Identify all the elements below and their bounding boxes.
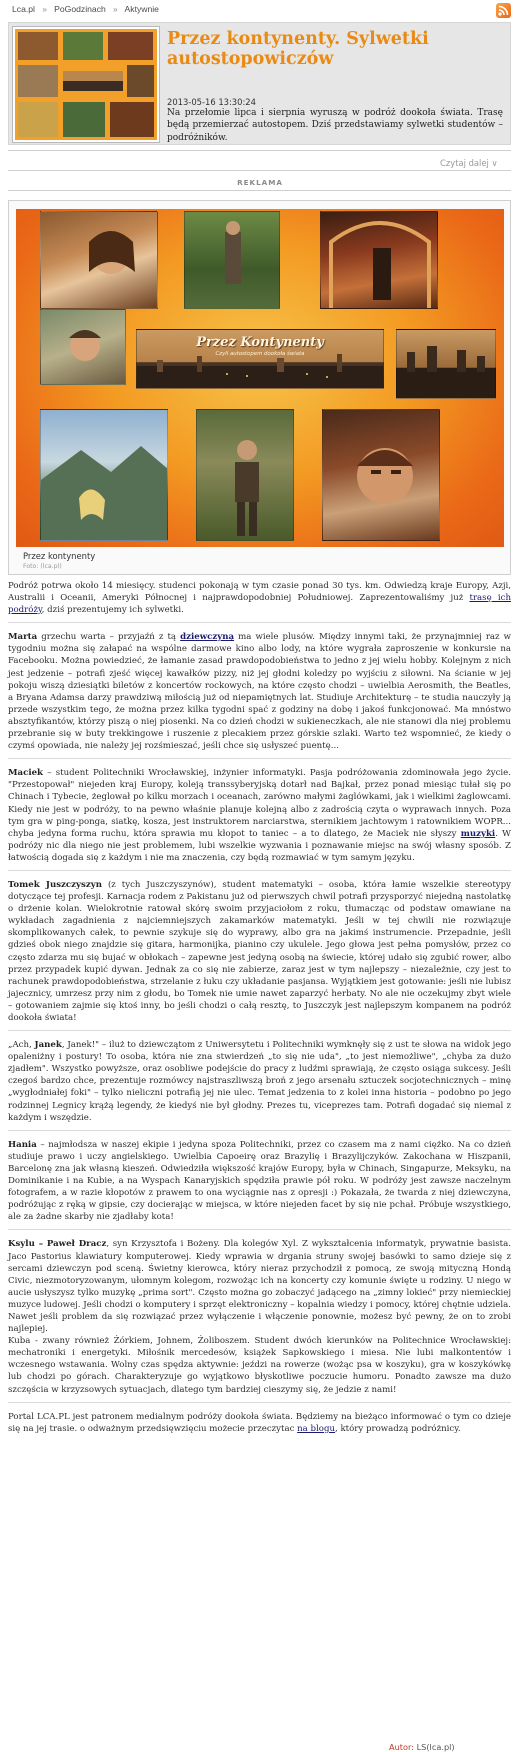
- breadcrumb-aktywnie-link[interactable]: Aktywnie: [124, 4, 159, 14]
- paragraph-marta: [8, 631, 511, 752]
- route-link[interactable]: trasę ich podróży: [8, 593, 511, 616]
- paragraph-closing: [8, 1411, 511, 1435]
- divider: [8, 190, 511, 191]
- maciek-text-end: . W podróży nic dla niego nie jest problemem, lubi wszelkie wyzwania i poznawanie miejsc na swój własny sposób. Z łatwością dogada się z każdym i nie ma znaczenia, czy będą rozmawiać w tym samym języku.: [8, 828, 512, 863]
- name-janek: Janek: [34, 1040, 62, 1051]
- top-bar: [0, 0, 520, 18]
- name-tomek: Tomek Juszczyszyn: [8, 879, 102, 890]
- marta-text: grzechu warta – przyjaźń z tą: [37, 632, 181, 643]
- breadcrumb: [12, 4, 159, 14]
- divider: [8, 870, 511, 871]
- breadcrumb-home-link[interactable]: Lca.pl: [12, 4, 35, 14]
- photo-city-skyline: [396, 329, 496, 399]
- figure-caption: Przez kontynenty: [23, 551, 96, 561]
- article-body: [8, 580, 511, 1441]
- photo-girl-portrait: [40, 211, 158, 309]
- paragraph-pawel: [8, 1238, 511, 1335]
- author-line: [389, 1742, 455, 1752]
- janek-text: , Janek!" – iluż to dziewczątom z Uniwersytetu i Politechniki wymknęły się z ust te słowa na widok jego opaleniżny i postury! To osoba, która nie zna stwierdzeń „to się nie uda", „to jest niemożliwe", „chyba za dużo zjadłem". Wszystko powyższe, oraz osobliwe podejście do pracy z ludźmi sprawiają, że często osiąga sukcesy. Jeśli czegoś bardzo chce, prezentuje rozmówcy najstraszliwszą broń z jego arsenału sztuczek socjotechnicznych – minę „wygłodniałej foki" – tylko nieliczni potrafią jej nie ulec. Temat jedzenia to z kolei inna historia – podobno po jego rodzinnej Legnicy krążą legendy, że kiedyś nie był głodny. Prezes tu, viceprezes tam. Potrafi dogadać się niemal z każdym i wszędzie.: [8, 1040, 511, 1123]
- blog-link[interactable]: na blogu: [297, 1423, 335, 1434]
- intro-text: Podróż potrwa około 14 miesięcy. studenci pokonają w tym czasie ponad 30 tys. km. Odwiedzą kraje Europy, Azji, Australii i Oceanii, Ameryki Północnej i najprawdopodobniej Południowej. Zaprezentowaliśmy już: [8, 581, 511, 604]
- author-name[interactable]: LS(lca.pl): [416, 1742, 455, 1752]
- divider: [8, 1130, 511, 1131]
- intro-text-end: , dziś prezentujemy ich sylwetki.: [41, 605, 184, 616]
- hania-text: – najmłodsza w naszej ekipie i jedyna spoza Politechniki, przez co czasem ma z nami ciężko. Na co dzień studiuje prawo i uczy angielskiego. Uwielbia Capoeirę oraz Brazylię i Brazylijczyków. Zakochana w Hiszpanii, Barcelonę zna jak własną kieszeń. Odwiedziła większość krajów Europy, była w Chinach, Singapurze, Meksyku, na Dominikanie i na Kubie, a na Wyspach Kanaryjskich spędziła prawie pół roku. W podróży jest zawsze naczelnym fotografem, a w razie kłopotów z prawem to ona wyciągnie nas z opresji :) Pokazała, że twarda z niej dziewczyna, podróżując z ręką w gipsie, czy docierając w miejsca, w które niejeden facet by się nie pchał. Próbuje wszystkiego, ale za żadne skarby nie zjadłaby kota!: [8, 1139, 511, 1223]
- breadcrumb-separator: »: [42, 5, 47, 14]
- article-title[interactable]: Przez kontynenty. Sylwetki autostopowiczów: [167, 29, 429, 69]
- paragraph-maciek: [8, 767, 511, 864]
- photo-boy-closeup: [322, 409, 440, 541]
- divider: [8, 1402, 511, 1403]
- name-hania: Hania: [8, 1139, 37, 1150]
- tomek-text: (z tych Juszczyszynów), student matematyki – osoba, która łamie wszelkie stereotypy dotyczące tej profesji. Karnacja rodem z Pakistanu już od pierwszych chwil potrafi przysporzyć niejedną nastolatkę o drżenie kolan. Wielokrotnie ratował skórę swoim przyjaciołom z roku, tłumacząc od podstaw omawiane na wykładach zagadnienia z najciemniejszych zakamarków matematyki. Jeśli w tej chwili nie rozwiązuje skomplikowanych całek, to pewnie szykuje się do wyprawy, albo gra na jakimś instrumencie. Przepadnie, jeśli gdzieś obok niego znajdzie się gitara, harmonijka, pianino czy ukulele. Jego głowa jest pełna pomysłów, przez co często zdarza mu się bujać w obłokach – zapewne jest jedyną osobą na świecie, której udało się zgubić rower, albo przez przypadek kupić dywan. Jednak za co się nie zabierze, zaraz jest w tym najlepszy – niezależnie, czy jest to rachunek prawdopodobieństwa, strzelanie z łuku czy układanie pasjansa. Wyjątkiem jest gotowanie: jeśli nie lubisz jajecznicy, umrzesz przy nim z głodu, bo Tomek nie umie nawet zaparzyć herbaty. No ale nie oczekujmy zbyt wiele – gotowaniem zajmie się ktoś inny, bo jeśli chodzi o całą resztę, to Juszczyk jest najlepszym kompanem na podróż dookoła świata!: [8, 879, 512, 1023]
- divider: [8, 170, 511, 171]
- name-pawel: Ksylu – Paweł Dracz: [8, 1239, 107, 1250]
- muzyki-link[interactable]: muzyki: [460, 828, 496, 839]
- marta-text-end: ma wiele plusów. Między innymi taki, że przynajmniej raz w tygodniu można się załapać na wspólne darmowe kino albo lody, na które wygrała zaproszenie w konkursie na Facebooku. Można powiedzieć, że łamanie zasad prawdopodobieństwa to jedno z jej wielu hobby. Kolejnym z nich jest jedzenie – potrafi zjeść więcej kawałków pizzy, niż jej głodni koledzy po wyjściu z siłowni. Na ścianie w jej pokoju wiszą dziesiątki biletów z koncertów rockowych, na które często chodzi – uwielbia Aerosmith, the Beatles, a Bryana Adamsa darzy prawdziwą miłością już od niepamiętnych lat. Studiuje Architekturę – te studia nauczyły ją przede wszystkim tego, że można przez kilka tygodni spać z godziny na dobę i jakoś funkcjonować. Ma mnóstwo absztyfikantów, którzy piszą o niej piosenki. Na co dzień chodzi w sukieneczkach, ale nie stanowi dla niej problemu przebranie się w buty trekkingowe i ruszenie z plecakiem przez górskie szlaki. Warto też wspomnieć, że kiedy o czymś opowiada, nie należy jej rozśmieszać, jeśli chce się usłyszeć puentę...: [8, 632, 511, 752]
- lead-box: [8, 22, 511, 145]
- photo-girl-mountains: [40, 409, 168, 541]
- janek-text-start: „Ach,: [8, 1040, 35, 1051]
- name-marta: Marta: [8, 632, 38, 643]
- author-label: Autor:: [389, 1742, 417, 1752]
- collage-image[interactable]: [16, 209, 504, 547]
- figure-source: Foto: (lca.pl): [23, 563, 62, 570]
- kuba-text: Kuba - zwany również Żórkiem, Johnem, Żoliboszem. Student dwóch kierunków na Politechnice Wrocławskiej: mechatroniki i energetyki. Miłośnik mercedesów, książek Sapkowskiego i miesa. Nie lubi malkontentów i wczesnego wstawania. Wolny czas spędza aktywnie: jeździ na rowerze (wożąc psa w koszyku), gra w koszykówkę lub chodzi po górach. Charakteryzuje go wyjątkowo błyskotliwe poczucie humoru. Ponadto zawsze ma dużo szczęścia w krzyzsowych sytuacjach, dlatego tym bardziej cieszymy się, że jedzie z nami!: [8, 1336, 511, 1395]
- banner-subtitle: Czyli autostopem dookoła świata: [215, 351, 305, 357]
- divider: [8, 758, 511, 759]
- dziewczyna-link[interactable]: dziewczyną: [180, 632, 235, 643]
- paragraph-hania: [8, 1139, 511, 1224]
- pawel-text: , syn Krzysztofa i Bożeny. Dla kolegów Xyl. Z wykształcenia informatyk, prywatnie basista. Jaco Pastorius klawiatury komputerowej. Kiedy wprawia w drgania struny swojej basówki to samo dzieje się z sercami dziewczyn pod sceną. Świetny kierowca, który nieraz przychodził z pomocą, ze swoją mityczną Hondą Civic, niezmotoryzowanym, ułomnym kolegom, rozwożąc ich na koncerty czy komunie święte u rodziny. U niego w aucie usłyszysz tylko muzykę „prima sort". Często można go zobaczyć jadącego na „zimny lokieć" przy niemieckiej muzyce ludowej. Jeśli chodzi o komputery i sprzęt elektroniczny – kopalnia wiedzy i pomocy, której chętnie udziela. Nawet jeśli problem da się rozwiązać przez wyłączenie i włączenie ponownie, możesz być pewny, że on to zrobi najlepiej.: [8, 1239, 511, 1335]
- photo-musician-arch: [320, 211, 438, 309]
- article-figure: [8, 200, 511, 575]
- paragraph-janek: [8, 1039, 511, 1124]
- paragraph-kuba: [8, 1335, 511, 1395]
- divider: [8, 150, 511, 151]
- lead-thumbnail-image[interactable]: [12, 26, 160, 143]
- paragraph-tomek: [8, 879, 511, 1024]
- ad-label: REKLAMA: [237, 178, 283, 187]
- maciek-text: – student Politechniki Wrocławskiej, inżynier informatyki. Pasja podróżowania zdominowała jego życie. "Przestopował" niejeden kraj Europy, koleją transsyberyjską dotarł nad Bajkał, przez ponad miesiąc tułał się po Chinach i Tybecie, żeglował po kilku morzach i oceanach, zarówno małymi żaglówkami, jak i wielkimi żaglowcami. Kiedy nie jest w podróży, to na pewno właśnie planuje kolejną albo z zadrością czyta o wyprawach innych. Poza tym gra w ping-ponga, siatkę, kosza, jest instruktorem narciarstwa, sternikiem jachtowym i ratownikiem WOPR... chyba jedyna forma ruchu, która sprawia mu kłopot to taniec – a to dlatego, że Maciek nie słyszy: [8, 768, 511, 839]
- banner-title: Przez Kontynenty: [196, 335, 324, 350]
- closing-text: Portal LCA.PL jest patronem medialnym podróży dookoła świata. Będziemy na bieżąco informować o tym co dzieje się na jej trasie. o odważnym przedsięwzięciu możecie przeczytac: [8, 1411, 511, 1434]
- photo-hiker-statue: [184, 211, 280, 309]
- read-more-link[interactable]: Czytaj dalej ∨: [440, 158, 498, 168]
- divider: [8, 1229, 511, 1230]
- paragraph-intro: [8, 580, 511, 616]
- rss-feed-icon[interactable]: [496, 3, 511, 18]
- article-date: 2013-05-16 13:30:24: [167, 97, 256, 107]
- divider: [8, 622, 511, 623]
- photo-hiker-forest: [196, 409, 294, 541]
- closing-text-end: , który prowadzą podróżnicy.: [335, 1423, 461, 1434]
- breadcrumb-pogodzinach-link[interactable]: PoGodzinach: [54, 4, 106, 14]
- banner-przez-kontynenty: [136, 329, 384, 389]
- breadcrumb-separator: »: [113, 5, 118, 14]
- photo-boy-portrait: [40, 309, 126, 385]
- article-lead: Na przełomie lipca i sierpnia wyruszą w podróż dookoła świata. Trasę będą przemierzać autostopem. Dziś przedstawiamy sylwetki studentów – podróżników.: [167, 108, 503, 143]
- divider: [8, 1030, 511, 1031]
- name-maciek: Maciek: [8, 768, 44, 779]
